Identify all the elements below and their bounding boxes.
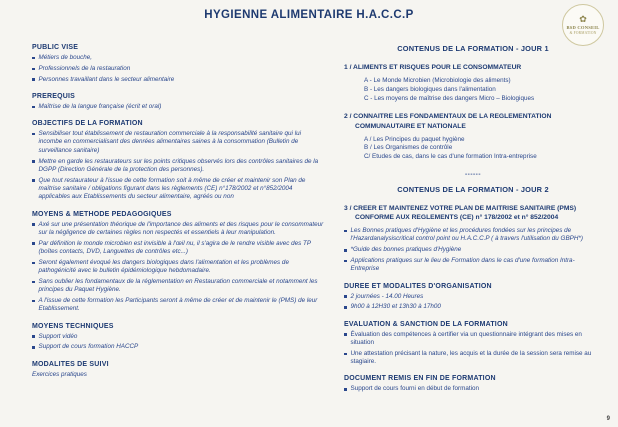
company-logo — [562, 4, 604, 46]
section-prerequis — [32, 93, 324, 111]
bullet-text: A l'issue de cette formation les Participants seront à même de créer et de maintenir le (PMS) de leur Etablissement. — [38, 296, 318, 313]
bullet-marker-icon — [32, 160, 35, 163]
bullet-marker-icon — [32, 68, 35, 71]
bullet-marker-icon — [32, 78, 35, 81]
logo-text-line1: BSD CONSEIL — [566, 25, 600, 30]
bullet-text: Les Bonnes pratiques d'Hygiène et les procédures fondées sur les principes de l'Hazardanalysiscritical control point ou H.A.C.C.P ( à travers l'utilisation du GBPH*) — [350, 227, 583, 243]
bullet-text: Seront également évoqué les dangers biologiques dans l'alimentation et les problèmes de pathogénicité avec le bulletin épidémiologique hebdomadaire. — [38, 258, 289, 275]
bullet-marker-icon — [344, 353, 347, 356]
bullet-text: Maîtrise de la langue française (écrit et oral) — [38, 102, 162, 110]
bullet-marker-icon — [32, 335, 35, 338]
bullet-marker-icon — [344, 230, 347, 233]
bullet-item — [344, 303, 602, 311]
bullet-text: Professionnels de la restauration — [38, 64, 131, 72]
bullet-item — [32, 278, 324, 295]
bullet-list — [344, 385, 602, 393]
lettered-list — [344, 77, 602, 103]
bullet-item — [32, 240, 324, 257]
bullet-marker-icon — [344, 249, 347, 252]
logo-text-line2: & FORMATION — [569, 31, 597, 35]
bullet-item — [344, 257, 602, 274]
bullet-item — [344, 293, 602, 301]
bullet-text: Évaluation des compétences à certifier via un questionnaire intégrant des mises en situation — [350, 330, 582, 346]
bullet-item — [32, 221, 324, 238]
section-heading: DUREE ET MODALITES D'ORGANISATION — [344, 282, 492, 290]
bullet-marker-icon — [32, 133, 35, 136]
bullet-marker-icon — [344, 388, 347, 391]
bullet-text: 9h00 à 12H30 et 13h30 à 17h00 — [350, 303, 441, 311]
right-column — [344, 44, 602, 415]
numbered-heading: 3 / CREER ET MAINTENEZ VOTRE PLAN DE MAITRISE SANITAIRE (PMS) CONFORME AUX REGLEMENTS (CE) n° 178/2002 et n° 852/2004 — [344, 205, 577, 222]
dashed-separator: ------ — [465, 171, 481, 179]
page-title: HYGIENNE ALIMENTAIRE H.A.C.C.P — [204, 9, 414, 21]
left-column — [32, 44, 324, 415]
bullet-item — [32, 76, 324, 84]
section-heading: PREREQUIS — [32, 92, 76, 100]
section-aliments-risques — [344, 63, 602, 103]
section-evaluation — [344, 321, 602, 367]
bullet-item — [32, 65, 324, 73]
bullet-list — [344, 293, 602, 312]
bullet-text: Personnes travaillant dans le secteur alimentaire — [38, 75, 175, 83]
section-heading: OBJECTIFS DE LA FORMATION — [32, 120, 143, 128]
bullet-marker-icon — [344, 333, 347, 336]
bullet-list — [344, 227, 602, 273]
section-public-vise — [32, 44, 324, 84]
bullet-marker-icon — [32, 242, 35, 245]
section-modalites-suivi — [32, 361, 324, 379]
lettered-item: C/ Etudes de cas, dans le cas d'une formation Intra-entreprise — [364, 153, 537, 161]
section-heading: MOYENS TECHNIQUES — [32, 322, 114, 330]
bullet-marker-icon — [32, 223, 35, 226]
bullet-text: Applications pratiques sur le lieu de Formation dans le cas d'une formation Intra-Entreprise — [350, 257, 575, 273]
bullet-item — [32, 333, 324, 341]
bullet-marker-icon — [32, 281, 35, 284]
section-document-remis — [344, 375, 602, 393]
section-duree — [344, 283, 602, 312]
lettered-item: A / Les Principes du paquet hygiène — [364, 135, 465, 143]
bullet-item — [32, 259, 324, 276]
bullet-text: Que tout restaurateur à l'issue de cette formation soit à même de créer et maintenir son Plan de maîtrise sanitaire / obligations figurant dans les règlements (CE) n°178/2002 et n°852/2004 applicables aux Etablissements du secteur alimentaire, agréés ou non — [38, 176, 306, 201]
bullet-marker-icon — [32, 346, 35, 349]
section-objectifs — [32, 120, 324, 201]
bullet-item — [32, 54, 324, 62]
section-heading: MODALITES DE SUIVI — [32, 360, 109, 368]
bullet-text: Mettre en garde les restaurateurs sur les points critiques observés lors des contrôles sanitaires de la DGPP (Direction Générale de la protection des personnes). — [38, 157, 319, 173]
bullet-item — [32, 297, 324, 314]
section-reglementation — [344, 112, 602, 162]
bullet-marker-icon — [32, 179, 35, 182]
jour2-heading: CONTENUS DE LA FORMATION - JOUR 2 — [397, 185, 549, 195]
section-pms — [344, 204, 602, 274]
bullet-marker-icon — [344, 306, 347, 309]
plant-sprig-icon: ✿ — [579, 14, 587, 24]
lettered-list — [344, 136, 602, 162]
bullet-item — [32, 103, 324, 111]
bullet-text: *Guide des bonnes pratiques d'Hygiène — [350, 246, 462, 254]
bullet-list — [344, 331, 602, 367]
bullet-text: Support de cours formation HACCP — [38, 343, 139, 351]
bullet-item — [32, 158, 324, 175]
section-moyens-methode — [32, 211, 324, 314]
bullet-marker-icon — [32, 106, 35, 109]
lettered-item: A - Le Monde Microbien (Microbiologie des aliments) — [364, 77, 511, 85]
section-heading: MOYENS & METHODE PEDAGOGIQUES — [32, 210, 172, 218]
bullet-text: Axé sur une présentation théorique de l'importance des aliments et des risques pour le consommateur sur la négligence de certaines règles non respectés et essentiels à leur manipulation. — [38, 220, 324, 236]
bullet-list — [32, 333, 324, 352]
lettered-item: B - Les dangers biologiques dans l'alimentation — [364, 85, 496, 93]
bullet-marker-icon — [344, 260, 347, 263]
bullet-text: Métiers de bouche, — [38, 54, 93, 61]
section-heading: DOCUMENT REMIS EN FIN DE FORMATION — [344, 375, 496, 383]
bullet-text: Sans oublier les fondamentaux de la réglementation en Restauration commerciale et notamment les principes du Paquet Hygiène. — [38, 277, 318, 294]
bullet-marker-icon — [344, 295, 347, 298]
two-column-body — [32, 44, 602, 415]
bullet-marker-icon — [32, 300, 35, 303]
numbered-heading: 2 / CONNAITRE LES FONDAMENTAUX DE LA REGLEMENTATION COMMUNAUTAIRE ET NATIONALE — [344, 113, 552, 130]
page-number: 9 — [606, 416, 610, 422]
bullet-list — [32, 221, 324, 314]
bullet-item — [344, 350, 602, 367]
bullet-text: Support vidéo — [38, 332, 78, 340]
bullet-item — [344, 385, 602, 393]
bullet-marker-icon — [32, 262, 35, 265]
bullet-item — [344, 246, 602, 254]
numbered-heading: 1 / ALIMENTS ET RISQUES POUR LE CONSOMMATEUR — [344, 64, 522, 71]
bullet-list — [32, 103, 324, 111]
bullet-text: Sensibiliser tout établissement de restauration commerciale à la responsabilité sanitaire qui lui incombe en commercialisant des denrées alimentaires saines à la consommation (Bulletin de surveillance sanitaire) — [38, 130, 302, 154]
bullet-text: Par définition le monde microbien est invisible à l'œil nu, il s'agira de le rendre visible avec des TP (boîtes contacts, DVD, Languettes de contrôles etc...) — [38, 239, 311, 255]
section-heading: EVALUATION & SANCTION DE LA FORMATION — [344, 320, 508, 328]
bullet-text: 2 journées - 14.00 Heures — [350, 292, 424, 300]
bullet-item — [32, 343, 324, 351]
jour1-heading: CONTENUS DE LA FORMATION - JOUR 1 — [397, 44, 549, 53]
lettered-item: C - Les moyens de maîtrise des dangers Micro – Biologiques — [364, 94, 535, 102]
plain-text: Exercices pratiques — [32, 370, 87, 378]
bullet-item — [344, 227, 602, 244]
bullet-text: Une attestation précisant la nature, les acquis et la durée de la session sera remise au stagiaire. — [350, 349, 592, 366]
bullet-list — [32, 54, 324, 84]
section-heading: PUBLIC VISE — [32, 44, 79, 51]
lettered-item: B / Les Organismes de contrôle — [364, 144, 453, 152]
bullet-item — [32, 177, 324, 202]
bullet-item — [344, 331, 602, 348]
bullet-item — [32, 130, 324, 155]
section-moyens-techniques — [32, 323, 324, 352]
bullet-marker-icon — [32, 57, 35, 60]
bullet-list — [32, 130, 324, 201]
bullet-text: Support de cours fourni en début de formation — [350, 385, 479, 393]
